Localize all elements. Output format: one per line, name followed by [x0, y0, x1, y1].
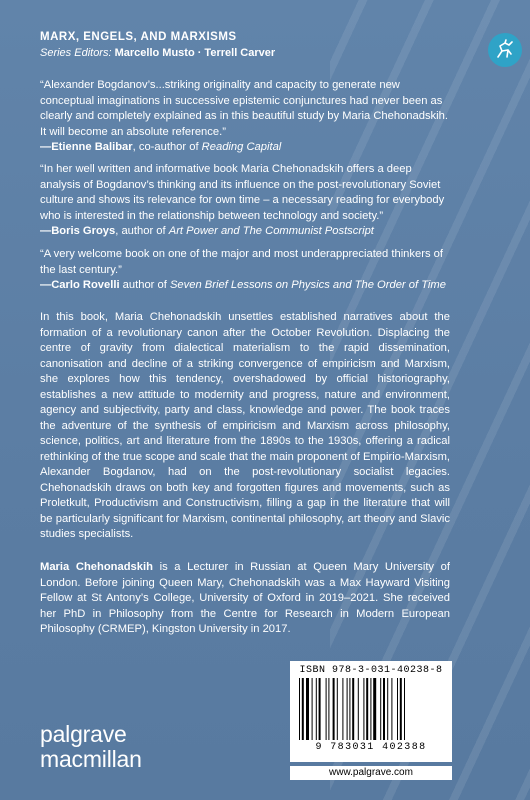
quote-3-attribution — [40, 278, 450, 294]
quote-3-work: Seven Brief Lessons on Physics and The Order of Time — [169, 279, 446, 291]
barcode-bar — [366, 678, 368, 740]
barcode-bar — [352, 678, 354, 740]
quote-3 — [40, 247, 450, 294]
barcode-bar — [316, 678, 317, 740]
barcode-bars — [299, 678, 443, 740]
quote-2-attribution — [40, 224, 450, 240]
series-title: MARX, ENGELS, AND MARXISMS — [40, 31, 237, 43]
quote-3-author: —Carlo Rovelli — [40, 279, 120, 291]
springer-logo-icon — [488, 33, 522, 67]
barcode-bar — [349, 678, 350, 740]
barcode-bar — [383, 678, 385, 740]
quote-1-attribution — [40, 140, 450, 156]
series-editors-names: Marcello Musto · Terrell Carver — [114, 47, 276, 59]
series-editors-label: Series Editors: — [40, 47, 112, 59]
quote-1 — [40, 78, 450, 156]
author-bio-text: is a Lecturer in Russian at Queen Mary University of London. Before joining Queen Mary, Chehonadskih was a Max Hayward Visiting Fellow at St Antony’s College, University of Oxford in 2019–2021. She received her PhD in Philosophy from the Centre for Research in Modern European Philosophy (CRMEP), Kingston University in 2017. — [40, 561, 450, 635]
barcode-bar — [363, 678, 364, 740]
barcode-bar — [370, 678, 371, 740]
barcode-bar — [347, 678, 348, 740]
publisher-url[interactable]: www.palgrave.com — [290, 766, 452, 780]
quote-2-role: , author of — [115, 225, 169, 237]
barcode-bar — [326, 678, 327, 740]
barcode-bar — [400, 678, 402, 740]
barcode-digits: 9 783031 402388 — [315, 742, 427, 753]
barcode-bar — [397, 678, 398, 740]
quote-2 — [40, 162, 450, 240]
barcode-bar — [306, 678, 309, 740]
quote-1-author: —Etienne Balibar — [40, 141, 133, 153]
barcode-bar — [373, 678, 376, 740]
barcode-bar — [358, 678, 359, 740]
barcode-bar — [387, 678, 388, 740]
barcode-bar — [337, 678, 338, 740]
quote-1-work: Reading Capital — [201, 141, 282, 153]
publisher-logo-macmillan: macmillan — [40, 746, 142, 772]
barcode-bar — [319, 678, 321, 740]
quote-2-work: Art Power and The Communist Postscript — [168, 225, 374, 237]
quote-3-text: “A very welcome book on one of the major and most underappreciated thinkers of the last century.” — [40, 248, 443, 276]
quote-1-role: , co-author of — [132, 141, 202, 153]
barcode-bar — [342, 678, 343, 740]
barcode-bar — [391, 678, 392, 740]
publisher-logo-palgrave: palgrave — [40, 721, 127, 747]
barcode-bar — [302, 678, 304, 740]
series-editors — [40, 47, 275, 59]
quote-2-text: “In her well written and informative book Maria Chehonadskih offers a deep analysis of Bogdanov’s thinking and its influence on the post-revolutionary Soviet culture and shows its relevance for own time – a necessary reading for everybody who is interested in the relationship between technology and society.” — [40, 163, 445, 222]
author-name: Maria Chehonadskih — [40, 561, 153, 573]
barcode-bar — [328, 678, 329, 740]
quote-3-role: author of — [119, 279, 170, 291]
quote-1-text: “Alexander Bogdanov’s...striking originality and capacity to generate new conceptual imaginations in successive epistemic conjunctures had never been as clearly and completely explained as in this beautiful study by Maria Chehonadskih. It will become an absolute reference.” — [40, 79, 448, 138]
springer-horse-icon — [488, 33, 522, 67]
barcode-bar — [380, 678, 381, 740]
isbn-barcode — [290, 661, 452, 762]
quote-2-author: —Boris Groys — [40, 225, 116, 237]
barcode-bar — [312, 678, 313, 740]
isbn-label: ISBN 978-3-031-40238-8 — [299, 665, 443, 676]
book-description: In this book, Maria Chehonadskih unsettles established narratives about the formation of a revolutionary canon after the October Revolution. Displacing the centre of gravity from dialectical materialism to the rapid dissemination, canonisation and decline of a striking convergence of empiricism and Marxism, she explores how this tendency, overshadowed by official historiography, establishes a new attitude to modernity and progress, nature and environment, agency and subjectivity, party and class, knowledge and power. The book traces the adventure of the synthesis of empiricism and Marxism across philosophy, science, politics, art and literature from the 1890s to the 1930s, offering a radical rethinking of the true scope and scale that the main proponent of Empirio-Marxism, Alexander Bogdanov, had on the post-revolutionary socialist legacies. Chehonadskih draws on both key and forgotten figures and movements, such as Proletkult, Productivism and Constructivism, filling a gap in the literature that will be particularly significant for Marxism, continental philosophy, art theory and Slavic studies specialists. — [40, 311, 450, 540]
author-bio — [40, 560, 450, 638]
barcode-bar — [299, 678, 300, 740]
barcode-bar — [333, 678, 335, 740]
barcode-bar — [404, 678, 405, 740]
